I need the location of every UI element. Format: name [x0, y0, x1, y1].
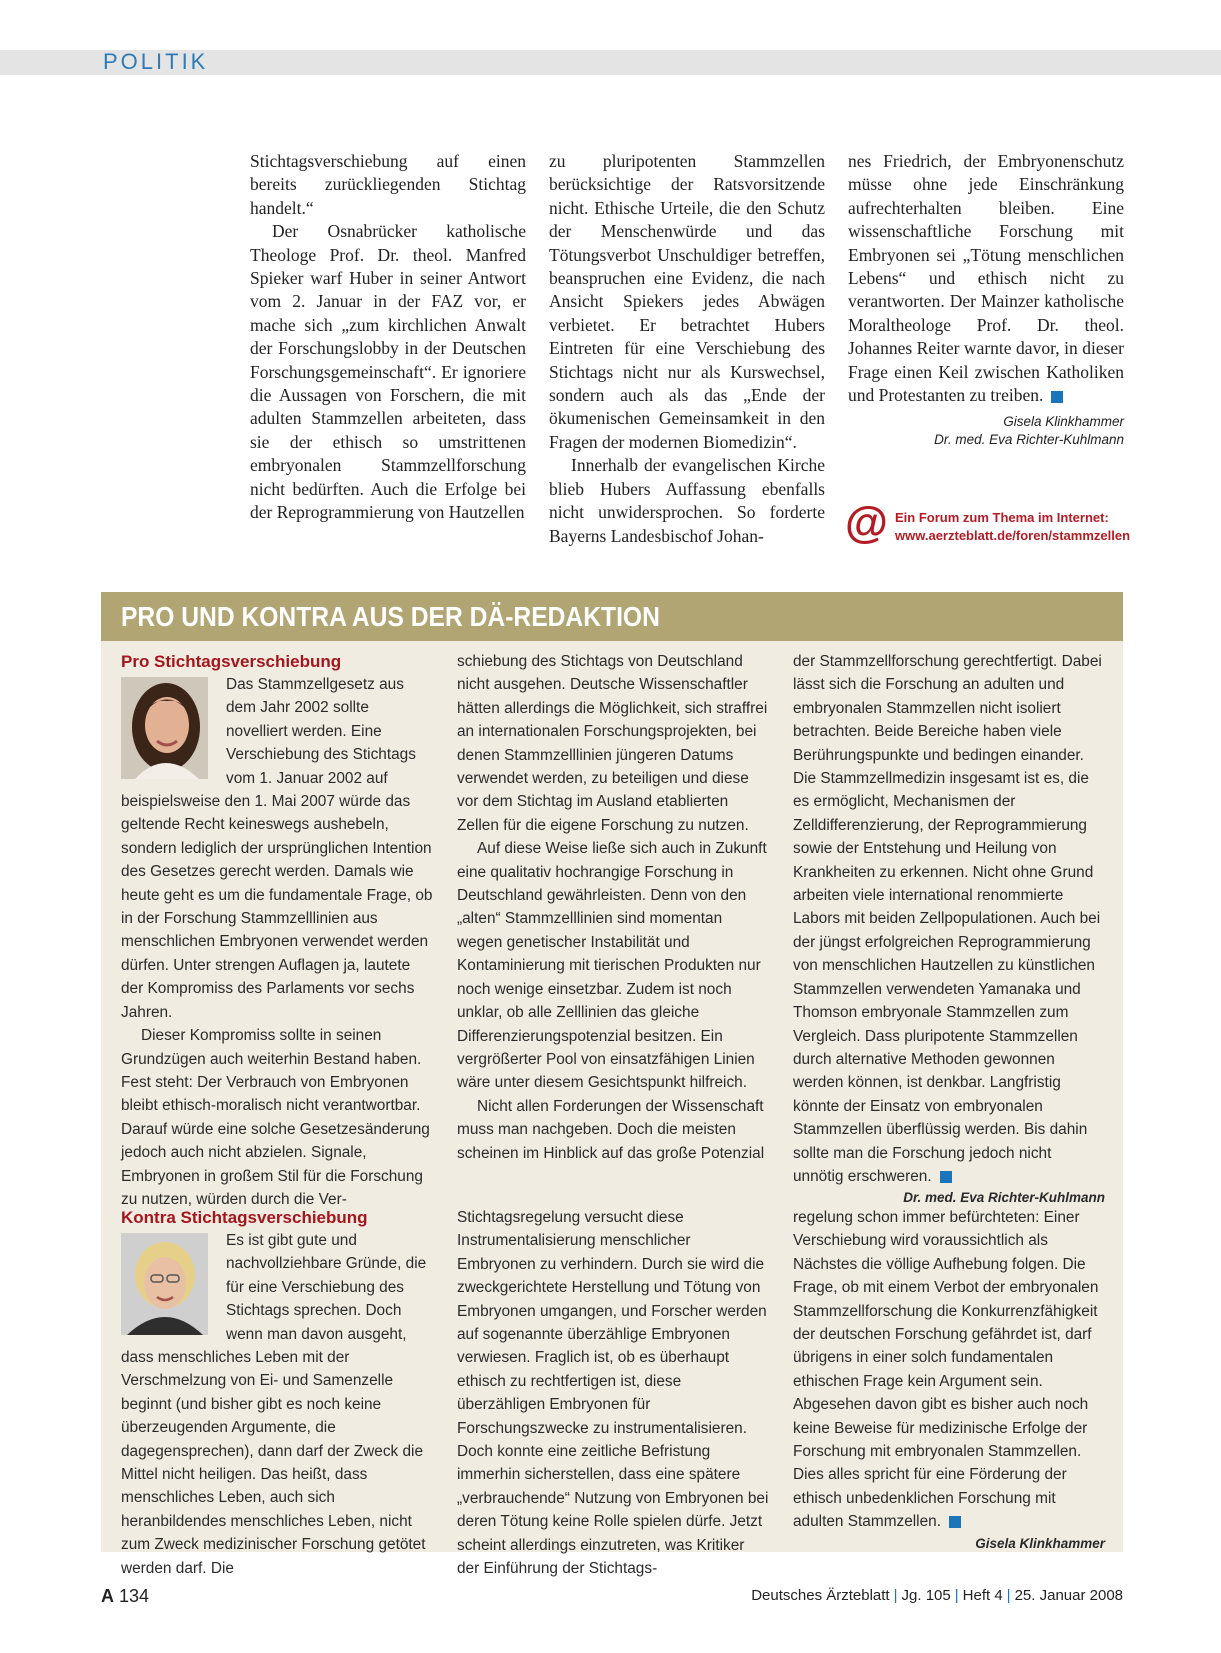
pro-paragraph: schiebung des Stichtags von Deutschland nicht ausgehen. Deutsche Wissenschaftler hätten allerdings die Möglichkeit, sich straffrei an internationalen Forschungsprojekten, bei denen Stammzelllinien jüngeren Datums verwendet werden, zu beteiligen und diese vor dem Stichtag im Ausland etablierten Zellen für die eigene Forschung zu nutzen. — [457, 653, 768, 834]
forum-url[interactable]: www.aerzteblatt.de/foren/stammzellen — [895, 528, 1131, 543]
article-paragraph — [848, 150, 1124, 407]
article-paragraph: Der Osnabrücker katholische Theologe Prof. Dr. theol. Manfred Spieker warf Huber in seiner Antwort vom 2. Januar in der FAZ vor, er mache sich „zum kirchlichen Anwalt der Forschungslobby in der Deutschen Forschungsgemeinschaft“. Er ignoriere die Aussagen von Forschern, die mit adulten Stammzellen arbeiteten, dass sie der ethisch so umstrittenen embryonalen Stammzellforschung nicht bedürften. Auch die Erfolge bei der Reprogrammierung von Hautzellen — [250, 221, 526, 523]
end-mark-icon — [1051, 391, 1063, 403]
article-paragraph: Stichtagsverschiebung auf einen bereits zurückliegenden Stichtag handelt.“ — [250, 151, 526, 218]
box-header — [101, 592, 1123, 641]
divider: | — [954, 1587, 959, 1604]
pro-paragraph: Dieser Kompromiss sollte in seinen Grundzügen auch weiterhin Bestand haben. Fest steht: Der Verbrauch von Embryonen bleibt ethisch-moralisch nicht verantwortbar. Darauf würde eine solche Gesetzesänderung jedoch auch nicht abzielen. Signale, Embryonen in großem Stil für die Forschung zu nutzen, würden durch die Ver- — [121, 1027, 430, 1208]
journal-name: Deutsches Ärzteblatt — [751, 1587, 890, 1604]
kontra-column-1 — [121, 1206, 433, 1580]
kontra-author: Gisela Klinkhammer — [975, 1535, 1105, 1551]
author-photo-kontra — [121, 1233, 208, 1335]
article-column-1 — [250, 150, 526, 525]
footer-journal-info — [751, 1586, 1123, 1606]
box-title: PRO UND KONTRA AUS DER DÄ-REDAKTION — [121, 601, 660, 632]
author-name: Gisela Klinkhammer — [1003, 414, 1124, 430]
pro-kontra-box — [101, 592, 1123, 1578]
pro-paragraph — [793, 650, 1105, 1188]
kontra-paragraph — [793, 1206, 1105, 1534]
author-photo-pro — [121, 677, 208, 779]
pro-paragraph: Das Stammzellgesetz aus dem Jahr 2002 sollte novelliert werden. Eine Verschiebung des Stichtags vom 1. Januar 2002 auf beispielsweise den 1. Mai 2007 würde das geltende Recht keineswegs aushebeln, sondern lediglich der ursprünglichen Intention des Gesetzes gerecht werden. Damals wie heute geht es um die fundamentale Frage, ob in der Forschung Stammzelllinien aus menschlichen Embryonen verwendet werden dürfen. Unter strengen Auflagen ja, lautete der Kompromiss des Parlaments vor sechs Jahren. — [121, 676, 433, 1021]
kontra-paragraph: Stichtagsregelung versucht diese Instrumentalisierung menschlicher Embryonen zu verhindern. Durch sie wird die zweckgerichtete Herstellung und Tötung von Embryonen umgangen, und Forscher werden auf sogenannte überzählige Embryonen verwiesen. Fraglich ist, ob es überhaupt ethisch zu rechtfertigen ist, diese überzähligen Embryonen für Forschungszwecke zu instrumentalisieren. Doch konnte eine zeitliche Befristung immerhin sicherstellen, dass eine spätere „verbrauchende“ Nutzung von Embryonen bei deren Tötung keine Rolle spielen dürfe. Jetzt scheint allerdings einzutreten, was Kritiker der Einführung der Stichtags- — [457, 1209, 769, 1578]
article-text: nes Friedrich, der Embryonenschutz müsse ohne jede Einschränkung aufrechterhalten bleiben. Eine wissenschaftliche Forschung mit Embryonen sei „Tötung menschlichen Lebens“ und ethisch nicht zu verantworten. Der Mainzer katholische Moraltheologe Prof. Dr. theol. Johannes Reiter warnte davor, in dieser Frage einen Keil zwischen Katholiken und Protestanten zu treiben. — [848, 151, 1124, 406]
forum-link-block[interactable] — [845, 498, 1131, 551]
at-sign-icon: @ — [845, 498, 888, 547]
article-column-2 — [549, 150, 825, 548]
pro-paragraph: Auf diese Weise ließe sich auch in Zukunft eine qualitativ hochrangige Forschung in Deutschland gewährleisten. Denn von den „alten“ Stammzelllinien sind momentan wegen genetischer Instabilität und Kontaminierung mit tierischen Produkten nur noch wenige einsetzbar. Zudem ist noch unklar, ob alle Zelllinien das gleiche Differenzierungspotenzial besitzen. Ein vergrößerter Pool von einsatzfähigen Linien wäre unter diesem Gesichtspunkt hilfreich. — [457, 840, 767, 1092]
page-prefix: A — [101, 1586, 114, 1606]
kontra-column-3 — [793, 1206, 1105, 1554]
end-mark-icon — [949, 1516, 961, 1528]
journal-volume: Jg. 105 — [901, 1587, 951, 1604]
page-number — [101, 1585, 149, 1607]
journal-issue: Heft 4 — [962, 1587, 1003, 1604]
divider: | — [1006, 1587, 1011, 1604]
pro-heading: Pro Stichtagsverschiebung — [121, 652, 342, 671]
forum-text — [895, 509, 1130, 545]
forum-label: Ein Forum zum Thema im Internet: — [895, 510, 1109, 525]
article-paragraph: Innerhalb der evangelischen Kirche blieb Hubers Auffassung ebenfalls nicht unwidersprochen. So forderte Bayerns Landesbischof Johan- — [549, 455, 825, 546]
kontra-text: regelung schon immer befürchteten: Einer Verschiebung wird voraussichtlich als Nächstes die völlige Aufhebung folgen. Die Frage, ob mit einem Verbot der embryonalen Stammzellforschung die Konkurrenzfähigkeit der deutschen Forschung gefährdet ist, darf übrigens in einer solch fundamentalen ethischen Frage kein Argument sein. Abgesehen davon gibt es bisher auch noch keine Beweise für medizinische Erfolge der Forschung mit embryonalen Stammzellen. Dies alles spricht für eine Förderung der ethisch unbedenklichen Forschung mit adulten Stammzellen. — [793, 1209, 1099, 1531]
article-paragraph: zu pluripotenten Stammzellen berücksichtige der Ratsvorsitzende nicht. Ethische Urteile, die den Schutz der Menschenwürde und das Tötungsverbot Unschuldiger betreffen, beanspruchen eine Evidenz, die nach Ansicht Spiekers jedes Abwägen verbietet. Er betrachtet Hubers Eintreten für eine Verschiebung des Stichtags nicht nur als Kurswechsel, sondern auch als das „Ende der ökumenischen Gemeinsamkeit in den Fragen der modernen Biomedizin“. — [549, 151, 825, 452]
pro-text: der Stammzellforschung gerechtfertigt. Dabei lässt sich die Forschung an adulten und embryonalen Stammzellen nicht isoliert betrachten. Beide Bereiche haben viele Berührungspunkte und bedingen einander. Die Stammzellmedizin insgesamt ist es, die es ermöglicht, Mechanismen der Zelldifferenzierung, der Reprogrammierung sowie der Entstehung und Heilung von Krankheiten zu erkennen. Nicht ohne Grund arbeiten viele international renommierte Labors mit beiden Zellpopulationen. Auch bei der jüngst erfolgreichen Reprogrammierung von menschlichen Hautzellen zu künstlichen Stammzellen verwendeten Yamanaka und Thomson embryonale Stammzellen zum Vergleich. Dass pluripotente Stammzellen durch alternative Methoden gewonnen werden können, ist denkbar. Langfristig könnte der Einsatz von embryonalen Stammzellen überflüssig werden. Bis dahin sollte man die Forschung jedoch nicht unnötig erschweren. — [793, 653, 1102, 1185]
pro-column-2 — [457, 650, 769, 1165]
pro-author: Dr. med. Eva Richter-Kuhlmann — [903, 1190, 1105, 1206]
author-name: Dr. med. Eva Richter-Kuhlmann — [934, 432, 1124, 448]
section-label: POLITIK — [103, 49, 209, 74]
article-column-3 — [848, 150, 1124, 449]
pro-paragraph: Nicht allen Forderungen der Wissenschaft muss man nachgeben. Doch die meisten scheinen im Hinblick auf das große Potenzial — [457, 1097, 765, 1162]
divider: | — [893, 1587, 898, 1604]
pro-column-3 — [793, 650, 1105, 1208]
end-mark-icon — [940, 1171, 952, 1183]
pro-column-1 — [121, 650, 433, 1211]
kontra-column-2 — [457, 1206, 769, 1581]
page-number-value: 134 — [119, 1586, 150, 1606]
kontra-paragraph: Es ist gibt gute und nachvollziehbare Gründe, die für eine Verschiebung des Stichtags sprechen. Doch wenn man davon ausgeht, dass menschliches Leben mit der Verschmelzung von Ei- und Samenzelle beginnt (und bisher gibt es noch keine überzeugenden Argumente, die dagegensprechen), dann darf der Zweck die Mittel nicht heiligen. Das heißt, dass menschliches Leben, auch sich heranbildendes menschliches Leben, nicht zum Zweck medizinischer Forschung getötet werden darf. Die — [121, 1232, 427, 1577]
kontra-heading: Kontra Stichtagsverschiebung — [121, 1208, 368, 1227]
journal-date: 25. Januar 2008 — [1014, 1587, 1123, 1604]
article-authors — [848, 413, 1124, 449]
